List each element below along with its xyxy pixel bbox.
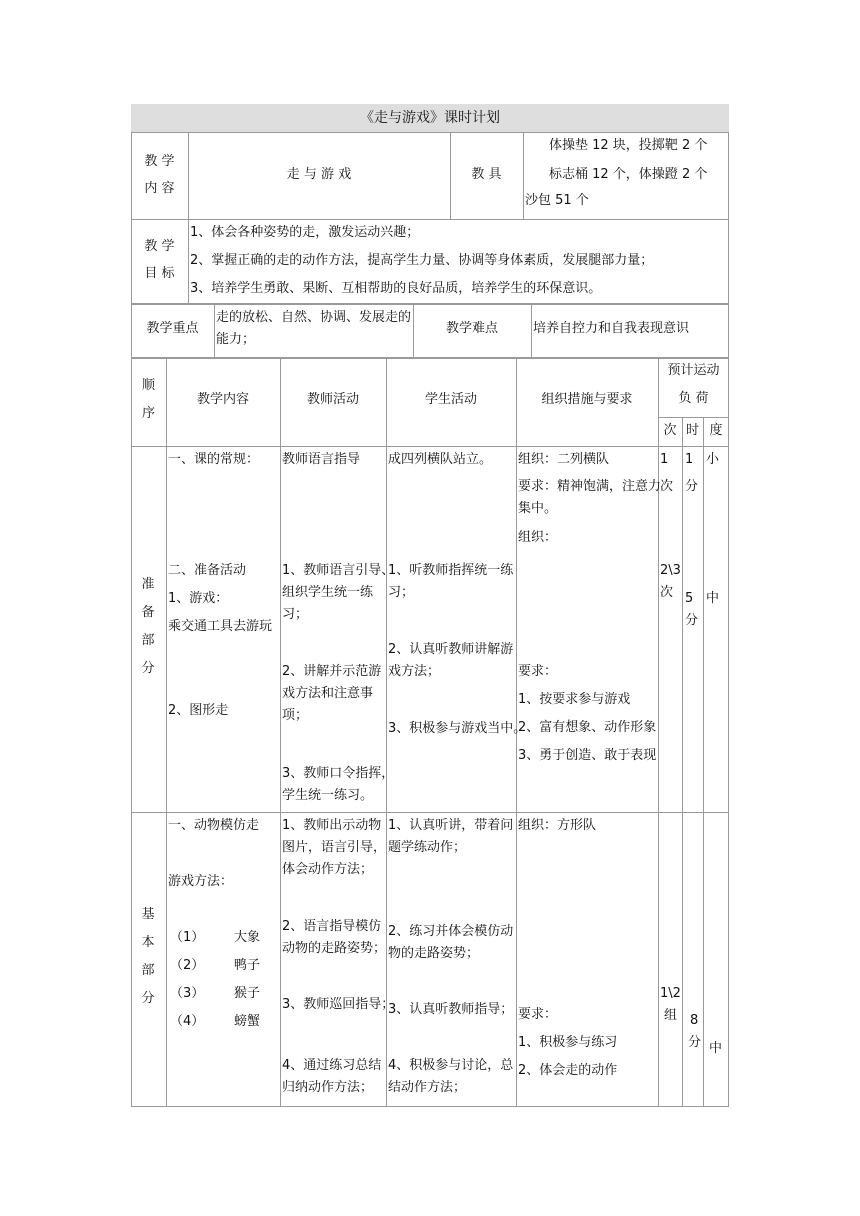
basic-student-4a: 4、积极参与讨论，总 (388, 1058, 514, 1073)
prep-student-3a: 2、认真听教师讲解游 (388, 642, 514, 657)
difficulty-label: 教学难点 (445, 321, 498, 336)
basic-times-a: 1\2 (660, 986, 681, 1001)
prep-org-7: 3、勇于创造、敢于表现 (518, 748, 657, 763)
prep-times-2b: 次 (660, 585, 674, 600)
basic-org-4: 2、体会走的动作 (518, 1063, 618, 1078)
basic-teacher-3: 3、教师巡回指导； (282, 997, 395, 1012)
basic-content-2: 游戏方法： (168, 874, 234, 889)
content-label-2: 内 容 (144, 181, 175, 196)
prep-section-1: 准 (141, 577, 155, 592)
basic-item-3-num: （3） (170, 986, 205, 1001)
prep-teacher-3c: 项； (282, 708, 309, 723)
prep-student-2b: 习； (388, 585, 415, 600)
prep-section-4: 分 (141, 661, 155, 676)
prep-org-4: 要求： (518, 664, 558, 679)
basic-org-2: 要求： (518, 1007, 558, 1022)
basic-org-3: 1、积极参与练习 (518, 1035, 618, 1050)
key-label: 教学重点 (146, 321, 199, 336)
basic-duration-a: 8 (690, 1013, 699, 1028)
basic-teacher-1a: 1、教师出示动物 (282, 818, 382, 833)
basic-student-4b: 结动作方法； (388, 1080, 467, 1095)
key-content-2: 能力； (216, 332, 256, 347)
prep-teacher-3a: 2、讲解并示范游 (282, 664, 382, 679)
prep-teacher-2b: 组织学生统一练 (282, 585, 374, 600)
header-load-2: 负 荷 (678, 391, 709, 406)
basic-item-1-name: 大象 (234, 930, 261, 945)
prep-org-5: 1、按要求参与游戏 (518, 692, 631, 707)
prep-teacher-4b: 学生统一练习。 (282, 788, 374, 803)
basic-item-2-num: （2） (170, 958, 205, 973)
goal-2: 2、掌握正确的走的动作方法，提高学生力量、协调等身体素质，发展腿部力量； (190, 253, 654, 268)
basic-teacher-1b: 图片，语言引导， (282, 840, 387, 855)
header-load-1: 预计运动 (667, 363, 720, 378)
content-label-1: 教 学 (144, 154, 175, 169)
prep-teacher-1: 教师语言指导 (282, 452, 361, 467)
basic-section-1: 基 (141, 907, 155, 922)
basic-item-4-num: （4） (170, 1014, 205, 1029)
prep-teacher-2c: 习； (282, 607, 309, 622)
prep-student-1: 成四列横队站立。 (388, 452, 493, 467)
key-content-1: 走的放松、自然、协调、发展走的 (216, 310, 412, 325)
header-duration: 时 (685, 423, 699, 438)
prep-student-2a: 1、听教师指挥统一练 (388, 563, 514, 578)
basic-teacher-1c: 体会动作方法； (282, 862, 374, 877)
header-times: 次 (663, 423, 677, 438)
prep-game-name: 乘交通工具去游玩 (168, 619, 273, 634)
prep-shape: 2、图形走 (168, 703, 229, 718)
header-intensity: 度 (709, 423, 723, 438)
goal-3: 3、培养学生勇敢、果断、互相帮助的良好品质，培养学生的环保意识。 (190, 281, 602, 296)
basic-teacher-2b: 动物的走路姿势； (282, 941, 387, 956)
prep-times-1b: 次 (660, 479, 674, 494)
prep-org-3: 组织： (518, 530, 558, 545)
prep-student-3b: 戏方法； (388, 664, 441, 679)
basic-item-3-name: 猴子 (234, 986, 261, 1001)
prep-times-2a: 2\3 (660, 563, 681, 578)
header-order-2: 序 (141, 406, 155, 421)
prep-duration-2a: 5 (685, 591, 694, 606)
prep-section-3: 部 (141, 633, 155, 648)
prep-org-2a: 要求：精神饱满，注意力 (518, 479, 662, 494)
equipment-label: 教 具 (471, 167, 502, 182)
equipment-line-3: 沙包 51 个 (525, 193, 589, 208)
prep-warmup: 二、准备活动 (168, 563, 247, 578)
basic-teacher-4b: 归纳动作方法； (282, 1080, 374, 1095)
header-student: 学生活动 (424, 392, 477, 407)
lesson-content: 走 与 游 戏 (286, 167, 352, 182)
basic-section-4: 分 (141, 991, 155, 1006)
goal-label-2: 目 标 (144, 266, 175, 281)
header-order-1: 顺 (141, 378, 155, 393)
prep-intensity-1: 小 (706, 452, 720, 467)
prep-org-1: 组织：二列横队 (518, 452, 610, 467)
prep-intensity-2: 中 (706, 591, 720, 606)
header-content: 教学内容 (196, 392, 249, 407)
basic-teacher-2a: 2、语言指导模仿 (282, 919, 382, 934)
prep-duration-1a: 1 (685, 452, 694, 467)
prep-org-6: 2、富有想象、动作形象 (518, 720, 657, 735)
page-title: 《走与游戏》课时计划 (360, 110, 500, 126)
basic-item-4-name: 螃蟹 (234, 1014, 261, 1029)
basic-section-3: 部 (141, 963, 155, 978)
equipment-line-1: 体操垫 12 块，投掷靶 2 个 (549, 138, 708, 153)
basic-org-1: 组织：方形队 (518, 818, 597, 833)
goal-label-1: 教 学 (144, 239, 175, 254)
prep-duration-1b: 分 (685, 479, 699, 494)
basic-duration-b: 分 (688, 1035, 702, 1050)
header-teacher: 教师活动 (306, 392, 359, 407)
basic-item-1-num: （1） (170, 930, 205, 945)
header-org: 组织措施与要求 (541, 392, 633, 407)
prep-teacher-2a: 1、教师语言引导、 (282, 563, 395, 578)
basic-intensity: 中 (709, 1041, 723, 1056)
prep-routine: 一、课的常规： (168, 452, 260, 467)
basic-content-1: 一、动物模仿走 (168, 818, 260, 833)
basic-times-b: 组 (664, 1008, 678, 1023)
goal-1: 1、体会各种姿势的走，激发运动兴趣； (190, 225, 420, 240)
prep-section-2: 备 (141, 605, 155, 620)
basic-student-2b: 物的走路姿势； (388, 946, 480, 961)
basic-student-3: 3、认真听教师指导； (388, 1002, 514, 1017)
prep-teacher-3b: 戏方法和注意事 (282, 686, 374, 701)
prep-teacher-4a: 3、教师口令指挥， (282, 766, 395, 781)
basic-student-1a: 1、认真听讲，带着问 (388, 818, 514, 833)
prep-student-4: 3、积极参与游戏当中。 (388, 721, 527, 736)
basic-item-2-name: 鸭子 (234, 958, 261, 973)
prep-duration-2b: 分 (685, 613, 699, 628)
prep-times-1a: 1 (660, 452, 669, 467)
basic-teacher-4a: 4、通过练习总结 (282, 1058, 382, 1073)
basic-student-2a: 2、练习并体会模仿动 (388, 924, 514, 939)
prep-org-2b: 集中。 (518, 501, 558, 516)
equipment-line-2: 标志桶 12 个，体操蹬 2 个 (549, 167, 708, 182)
difficulty-content: 培养自控力和自我表现意识 (533, 321, 690, 336)
info-table (131, 132, 729, 304)
basic-section-2: 本 (141, 935, 155, 950)
prep-game: 1、游戏： (168, 591, 229, 606)
basic-student-1b: 题学练动作； (388, 840, 467, 855)
